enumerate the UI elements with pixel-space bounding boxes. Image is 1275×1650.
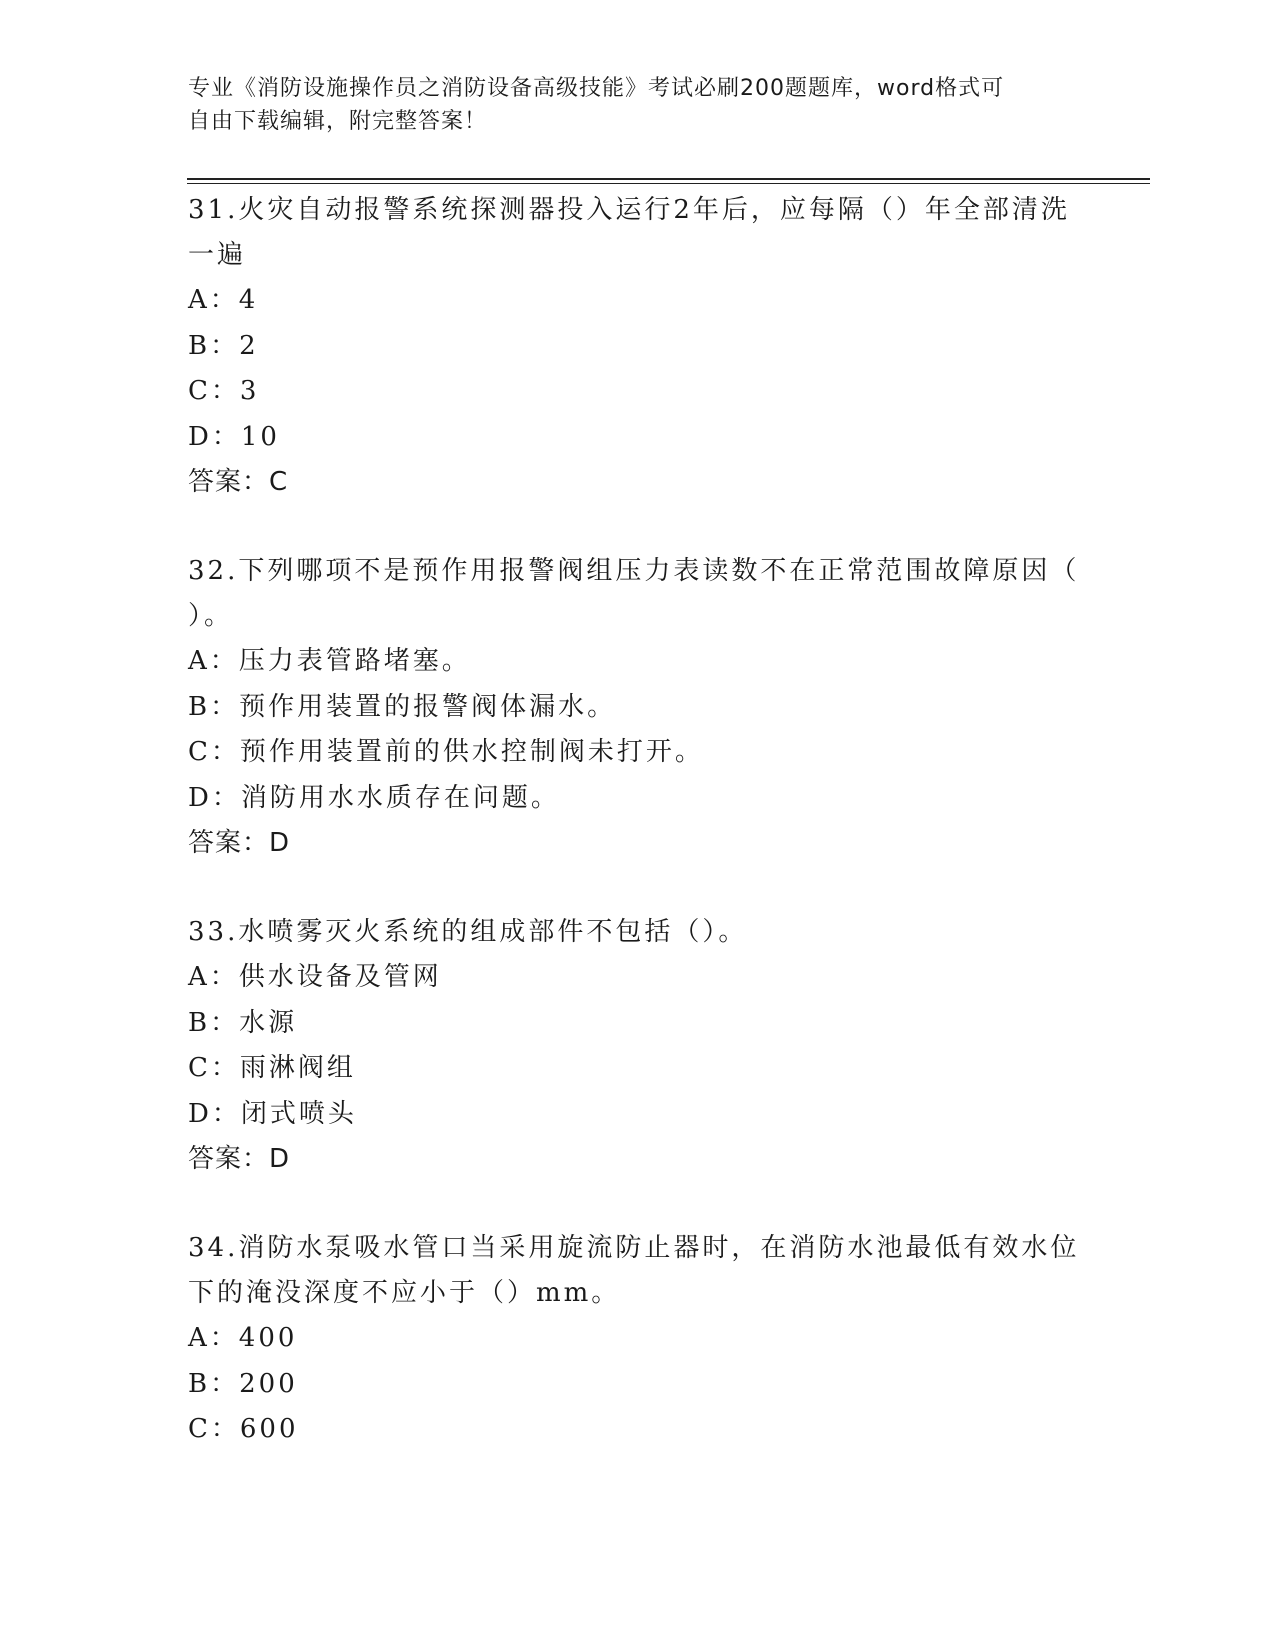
header-divider [187, 178, 1150, 184]
option-c: C：3 [188, 376, 260, 406]
question-stem-line: 33.水喷雾灭火系统的组成部件不包括（）。 [188, 917, 748, 947]
option-a: A：400 [188, 1323, 298, 1353]
option-b: B：2 [188, 330, 259, 361]
option-a: A：供水设备及管网 [188, 962, 442, 992]
question-stem [188, 549, 1088, 639]
answer-line: 答案：D [188, 1144, 291, 1174]
option-b: B：预作用装置的报警阀体漏水。 [188, 691, 617, 722]
question-stem-line: 32.下列哪项不是预作用报警阀组压力表读数不在正常范围故障原因（ [188, 556, 1080, 586]
option-d: D：消防用水水质存在问题。 [188, 782, 560, 813]
option-c: C：雨淋阀组 [188, 1053, 356, 1083]
question-stem [188, 188, 1088, 278]
question-stem-line: 31.火灾自动报警系统探测器投入运行2年后，应每隔（）年全部清洗 [188, 195, 1070, 225]
header-line-1: 专业《消防设施操作员之消防设备高级技能》考试必刷200题题库，word格式可 [188, 76, 1005, 101]
question-stem [188, 1226, 1088, 1316]
question-33 [188, 910, 1088, 1182]
question-stem-line: ）。 [188, 601, 234, 631]
option-c: C：600 [188, 1414, 299, 1444]
document-header [188, 72, 1088, 138]
question-stem [188, 910, 1088, 955]
option-d: D：10 [188, 421, 280, 452]
option-b: B：水源 [188, 1007, 298, 1038]
question-stem-line: 一遍 [188, 240, 247, 270]
option-c: C：预作用装置前的供水控制阀未打开。 [188, 737, 704, 767]
option-a: A：4 [188, 285, 259, 315]
option-d: D：闭式喷头 [188, 1098, 357, 1129]
question-stem-line: 下的淹没深度不应小于（）mm。 [188, 1278, 621, 1308]
question-31 [188, 188, 1088, 505]
option-b: B：200 [188, 1368, 298, 1399]
header-line-2: 自由下载编辑，附完整答案！ [188, 109, 488, 134]
question-34 [188, 1226, 1088, 1453]
answer-line: 答案：C [188, 467, 289, 497]
question-32 [188, 549, 1088, 866]
option-a: A：压力表管路堵塞。 [188, 646, 471, 676]
question-stem-line: 34.消防水泵吸水管口当采用旋流防止器时，在消防水池最低有效水位 [188, 1233, 1080, 1263]
answer-line: 答案：D [188, 828, 291, 858]
question-list [188, 188, 1088, 1453]
